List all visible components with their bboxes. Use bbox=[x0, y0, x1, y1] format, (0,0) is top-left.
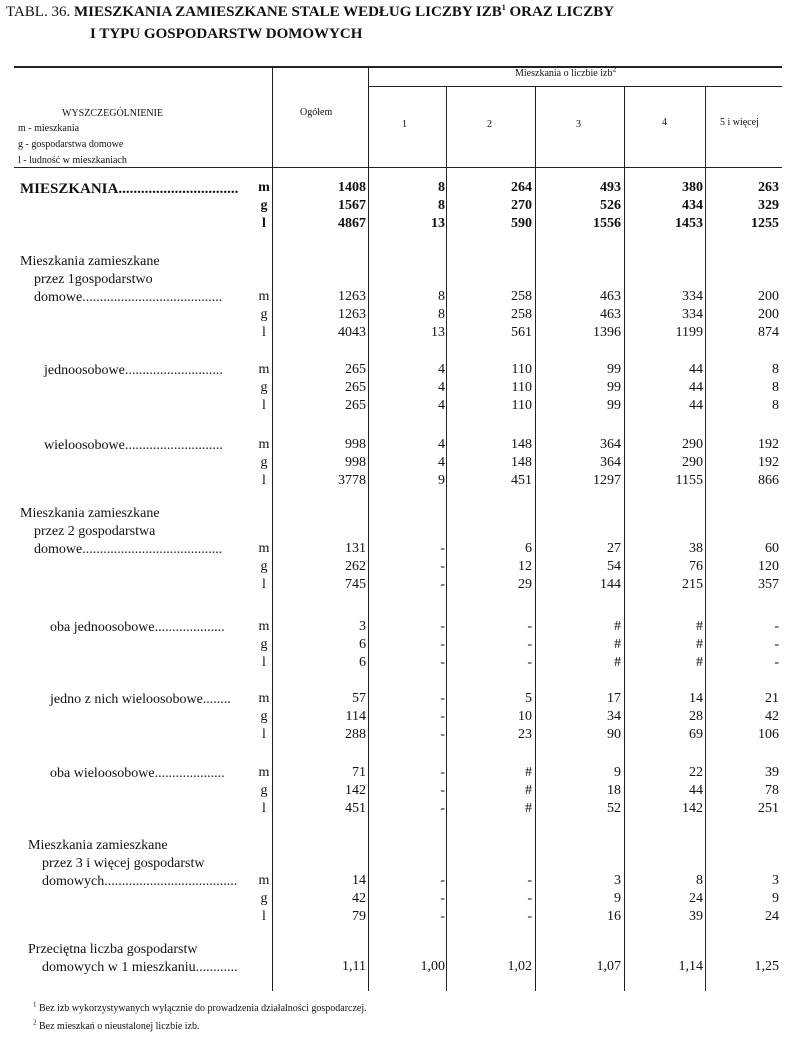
table-cell: 866 bbox=[758, 473, 779, 488]
table-cell: # bbox=[525, 783, 532, 798]
table-cell: 13 bbox=[431, 325, 445, 340]
table-cell: - bbox=[774, 619, 779, 634]
table-cell: 90 bbox=[607, 727, 621, 742]
table-cell: 258 bbox=[511, 307, 532, 322]
table-cell: 262 bbox=[345, 559, 366, 574]
table-cell: - bbox=[774, 637, 779, 652]
table-cell: 22 bbox=[689, 765, 703, 780]
table-cell: 1255 bbox=[751, 216, 779, 231]
row-type-letter: l bbox=[262, 325, 266, 340]
table-cell: 8 bbox=[772, 362, 779, 377]
table-cell: 364 bbox=[600, 437, 621, 452]
table-cell: - bbox=[527, 873, 532, 888]
row-type-letter: g bbox=[260, 455, 268, 470]
table-cell: 998 bbox=[345, 437, 366, 452]
table-cell: 110 bbox=[511, 380, 532, 395]
legend-m: m - mieszkania bbox=[18, 123, 80, 134]
row-type-letter: m bbox=[258, 873, 270, 888]
header-col-5: 5 i więcej bbox=[720, 117, 759, 128]
row-type-letter: m bbox=[258, 541, 270, 556]
table-cell: # bbox=[614, 619, 621, 634]
row-label-1-gosp bbox=[20, 253, 222, 307]
table-cell: 290 bbox=[682, 437, 703, 452]
footnote-2-text: Bez mieszkań o nieustalonej liczbie izb. bbox=[39, 1021, 200, 1032]
title-line-2: I TYPU GOSPODARSTW DOMOWYCH bbox=[90, 26, 363, 42]
legend-g: g - gospodarstwa domowe bbox=[18, 139, 124, 150]
row-type-letter: m bbox=[258, 691, 270, 706]
header-group-footnote-ref: 2 bbox=[612, 64, 617, 74]
table-cell: 270 bbox=[511, 198, 532, 213]
row-type-letter: l bbox=[262, 727, 266, 742]
group-rule bbox=[368, 86, 782, 87]
table-cell: 1396 bbox=[593, 325, 621, 340]
table-cell: 1453 bbox=[675, 216, 703, 231]
table-cell: 39 bbox=[689, 909, 703, 924]
footnote-1-text: Bez izb wykorzystywanych wyłącznie do prowadzenia działalności gospodarczej. bbox=[39, 1003, 367, 1014]
table-cell: 329 bbox=[758, 198, 779, 213]
table-cell: 4867 bbox=[338, 216, 366, 231]
table-cell: 38 bbox=[689, 541, 703, 556]
row-label-line: przez 1gospodarstwo bbox=[20, 272, 153, 287]
header-col-1: 1 bbox=[402, 119, 407, 130]
table-cell: 6 bbox=[359, 655, 366, 670]
table-cell: 364 bbox=[600, 455, 621, 470]
table-cell: 71 bbox=[352, 765, 366, 780]
title-footnote-ref: 1 bbox=[501, 3, 506, 12]
table-cell: 1,02 bbox=[507, 959, 532, 974]
table-cell: # bbox=[525, 801, 532, 816]
table-cell: 451 bbox=[511, 473, 532, 488]
table-cell: 380 bbox=[682, 180, 703, 195]
table-cell: 3 bbox=[614, 873, 621, 888]
table-cell: - bbox=[440, 541, 445, 556]
table-cell: 18 bbox=[607, 783, 621, 798]
table-cell: 12 bbox=[518, 559, 532, 574]
table-cell: # bbox=[696, 637, 703, 652]
table-cell: 1263 bbox=[338, 307, 366, 322]
header-col-2: 2 bbox=[487, 119, 492, 130]
table-cell: 334 bbox=[682, 307, 703, 322]
row-label-oba-wieloosobowe bbox=[50, 765, 225, 783]
table-cell: 290 bbox=[682, 455, 703, 470]
table-cell: 251 bbox=[758, 801, 779, 816]
legend-l: l - ludność w mieszkaniach bbox=[18, 155, 127, 166]
row-type-letter: m bbox=[258, 289, 270, 304]
table-cell: 60 bbox=[765, 541, 779, 556]
table-cell: 3 bbox=[772, 873, 779, 888]
table-cell: 8 bbox=[772, 398, 779, 413]
table-cell: 9 bbox=[438, 473, 445, 488]
col-rule-3 bbox=[624, 86, 625, 991]
table-cell: 27 bbox=[607, 541, 621, 556]
row-type-letter: l bbox=[262, 909, 266, 924]
table-cell: 29 bbox=[518, 577, 532, 592]
table-cell: - bbox=[440, 655, 445, 670]
header-group bbox=[515, 64, 617, 79]
table-cell: 4 bbox=[438, 380, 445, 395]
table-cell: 258 bbox=[511, 289, 532, 304]
table-cell: - bbox=[440, 891, 445, 906]
table-cell: 1567 bbox=[338, 198, 366, 213]
footnote-1 bbox=[33, 1000, 367, 1014]
table-cell: 8 bbox=[438, 289, 445, 304]
table-cell: 357 bbox=[758, 577, 779, 592]
row-label-line: domowe........................................ bbox=[20, 290, 223, 305]
table-cell: - bbox=[440, 691, 445, 706]
table-cell: 1408 bbox=[338, 180, 366, 195]
row-label-line: oba jednoosobowe.................... bbox=[50, 620, 225, 635]
row-type-letter: g bbox=[260, 637, 268, 652]
table-cell: 110 bbox=[511, 398, 532, 413]
table-cell: 200 bbox=[758, 289, 779, 304]
table-cell: 3 bbox=[359, 619, 366, 634]
table-cell: 99 bbox=[607, 380, 621, 395]
table-cell: 1,14 bbox=[678, 959, 703, 974]
col-rule-total bbox=[368, 66, 369, 991]
table-cell: 215 bbox=[682, 577, 703, 592]
row-type-letter: g bbox=[260, 380, 268, 395]
table-cell: 1,00 bbox=[420, 959, 445, 974]
table-cell: 148 bbox=[511, 437, 532, 452]
table-cell: 23 bbox=[518, 727, 532, 742]
table-cell: 451 bbox=[345, 801, 366, 816]
table-cell: 998 bbox=[345, 455, 366, 470]
table-cell: - bbox=[440, 709, 445, 724]
table-cell: - bbox=[440, 765, 445, 780]
table-cell: 24 bbox=[689, 891, 703, 906]
table-cell: 4 bbox=[438, 437, 445, 452]
table-cell: 1,11 bbox=[342, 959, 366, 974]
row-label-przecietna bbox=[28, 941, 238, 977]
table-cell: 1,25 bbox=[754, 959, 779, 974]
table-cell: 54 bbox=[607, 559, 621, 574]
table-cell: 4043 bbox=[338, 325, 366, 340]
table-cell: 874 bbox=[758, 325, 779, 340]
table-cell: 493 bbox=[600, 180, 621, 195]
table-cell: - bbox=[774, 655, 779, 670]
table-cell: 265 bbox=[345, 362, 366, 377]
table-cell: 192 bbox=[758, 437, 779, 452]
table-cell: 1199 bbox=[675, 325, 703, 340]
table-cell: 114 bbox=[345, 709, 366, 724]
row-type-letter: m bbox=[258, 180, 270, 195]
table-cell: 79 bbox=[352, 909, 366, 924]
table-cell: 57 bbox=[352, 691, 366, 706]
table-cell: - bbox=[440, 559, 445, 574]
table-cell: 9 bbox=[614, 765, 621, 780]
row-label-line: przez 3 i więcej gospodarstw bbox=[28, 856, 205, 871]
table-cell: 264 bbox=[511, 180, 532, 195]
table-cell: 1,07 bbox=[596, 959, 621, 974]
table-cell: 142 bbox=[682, 801, 703, 816]
row-type-letter: m bbox=[258, 362, 270, 377]
table-cell: 69 bbox=[689, 727, 703, 742]
table-cell: 4 bbox=[438, 455, 445, 470]
table-cell: 44 bbox=[689, 398, 703, 413]
table-cell: 4 bbox=[438, 398, 445, 413]
table-cell: - bbox=[440, 619, 445, 634]
table-cell: - bbox=[440, 801, 445, 816]
table-cell: 192 bbox=[758, 455, 779, 470]
table-cell: 42 bbox=[765, 709, 779, 724]
row-label-line: jednoosobowe............................ bbox=[44, 363, 223, 378]
row-type-letter: m bbox=[258, 765, 270, 780]
row-type-letter: l bbox=[262, 216, 266, 231]
table-cell: 463 bbox=[600, 307, 621, 322]
row-type-letter: g bbox=[260, 559, 268, 574]
table-cell: - bbox=[440, 783, 445, 798]
row-label-line: przez 2 gospodarstwa bbox=[20, 524, 156, 539]
table-cell: 28 bbox=[689, 709, 703, 724]
table-cell: 44 bbox=[689, 362, 703, 377]
row-type-letter: g bbox=[260, 198, 268, 213]
table-cell: 1263 bbox=[338, 289, 366, 304]
header-bottom-rule bbox=[14, 167, 782, 168]
table-cell: 463 bbox=[600, 289, 621, 304]
row-label-line: Mieszkania zamieszkane bbox=[20, 254, 160, 269]
table-cell: 39 bbox=[765, 765, 779, 780]
table-cell: 148 bbox=[511, 455, 532, 470]
row-label-line: oba wieloosobowe.................... bbox=[50, 766, 225, 781]
table-cell: - bbox=[527, 619, 532, 634]
table-cell: - bbox=[440, 637, 445, 652]
table-cell: 263 bbox=[758, 180, 779, 195]
table-cell: 434 bbox=[682, 198, 703, 213]
table-cell: 144 bbox=[600, 577, 621, 592]
header-group-label: Mieszkania o liczbie izb bbox=[515, 68, 613, 79]
table-cell: 200 bbox=[758, 307, 779, 322]
row-type-letter: g bbox=[260, 891, 268, 906]
table-cell: 265 bbox=[345, 398, 366, 413]
table-cell: 334 bbox=[682, 289, 703, 304]
row-label-wieloosobowe bbox=[44, 437, 223, 455]
table-cell: 526 bbox=[600, 198, 621, 213]
row-label-mieszkania bbox=[20, 180, 238, 198]
footnote-2 bbox=[33, 1018, 200, 1032]
row-type-letter: m bbox=[258, 619, 270, 634]
table-cell: 16 bbox=[607, 909, 621, 924]
table-cell: 8 bbox=[438, 307, 445, 322]
table-cell: 42 bbox=[352, 891, 366, 906]
table-cell: 5 bbox=[525, 691, 532, 706]
table-cell: 110 bbox=[511, 362, 532, 377]
row-type-letter: m bbox=[258, 437, 270, 452]
table-cell: 120 bbox=[758, 559, 779, 574]
row-type-letter: g bbox=[260, 307, 268, 322]
table-cell: - bbox=[440, 873, 445, 888]
table-cell: # bbox=[696, 655, 703, 670]
footnote-1-mark: 1 bbox=[33, 1000, 37, 1009]
table-cell: # bbox=[614, 637, 621, 652]
table-cell: 590 bbox=[511, 216, 532, 231]
table-cell: 142 bbox=[345, 783, 366, 798]
table-cell: 8 bbox=[438, 198, 445, 213]
table-cell: 1297 bbox=[593, 473, 621, 488]
col-rule-1 bbox=[446, 86, 447, 991]
table-cell: - bbox=[527, 655, 532, 670]
table-cell: - bbox=[440, 577, 445, 592]
row-label-line: Mieszkania zamieszkane bbox=[28, 838, 168, 853]
table-cell: # bbox=[525, 765, 532, 780]
table-cell: 44 bbox=[689, 380, 703, 395]
header-total: Ogółem bbox=[300, 107, 333, 118]
row-label-2-gosp bbox=[20, 505, 222, 559]
table-cell: - bbox=[527, 909, 532, 924]
table-cell: 8 bbox=[696, 873, 703, 888]
table-cell: 265 bbox=[345, 380, 366, 395]
row-type-letter: l bbox=[262, 398, 266, 413]
table-cell: 8 bbox=[772, 380, 779, 395]
row-label-jedno-wieloosobowe bbox=[50, 691, 231, 709]
table-cell: - bbox=[440, 909, 445, 924]
table-cell: 14 bbox=[689, 691, 703, 706]
row-label-line: Mieszkania zamieszkane bbox=[20, 506, 160, 521]
row-type-letter: g bbox=[260, 709, 268, 724]
table-cell: 10 bbox=[518, 709, 532, 724]
table-cell: - bbox=[527, 637, 532, 652]
table-cell: 1556 bbox=[593, 216, 621, 231]
table-number: TABL. 36. bbox=[6, 4, 71, 20]
col-rule-4 bbox=[705, 86, 706, 991]
header-desc-title: WYSZCZEGÓLNIENIE bbox=[62, 108, 164, 119]
header-legend bbox=[18, 121, 127, 169]
table-title bbox=[6, 4, 614, 21]
table-cell: - bbox=[440, 727, 445, 742]
row-label-line: domowych w 1 mieszkaniu............ bbox=[28, 960, 238, 975]
table-cell: 1155 bbox=[675, 473, 703, 488]
table-cell: 3778 bbox=[338, 473, 366, 488]
row-label-line: MIESZKANIA................................ bbox=[20, 181, 239, 197]
table-cell: - bbox=[527, 891, 532, 906]
table-cell: 99 bbox=[607, 398, 621, 413]
header-top-rule bbox=[14, 66, 782, 68]
row-label-line: wieloosobowe............................ bbox=[44, 438, 223, 453]
table-cell: 99 bbox=[607, 362, 621, 377]
table-cell: # bbox=[696, 619, 703, 634]
header-col-4: 4 bbox=[662, 117, 667, 128]
table-cell: 288 bbox=[345, 727, 366, 742]
table-cell: 4 bbox=[438, 362, 445, 377]
table-cell: 131 bbox=[345, 541, 366, 556]
footnote-2-mark: 2 bbox=[33, 1018, 37, 1027]
table-cell: 21 bbox=[765, 691, 779, 706]
table-cell: 17 bbox=[607, 691, 621, 706]
header-col-3: 3 bbox=[576, 119, 581, 130]
row-type-letter: l bbox=[262, 473, 266, 488]
row-label-line: jedno z nich wieloosobowe........ bbox=[50, 692, 231, 707]
table-cell: 24 bbox=[765, 909, 779, 924]
table-cell: 6 bbox=[359, 637, 366, 652]
title-line-1: MIESZKANIA ZAMIESZKANE STALE WEDŁUG LICZBY IZB bbox=[73, 4, 502, 20]
row-label-line: domowych...................................... bbox=[28, 874, 238, 889]
row-label-jednoosobowe bbox=[44, 362, 223, 380]
table-cell: 8 bbox=[438, 180, 445, 195]
table-cell: 44 bbox=[689, 783, 703, 798]
title-line-1-end: ORAZ LICZBY bbox=[505, 4, 615, 20]
table-cell: 561 bbox=[511, 325, 532, 340]
table-cell: 14 bbox=[352, 873, 366, 888]
table-cell: 9 bbox=[614, 891, 621, 906]
row-type-letter: l bbox=[262, 577, 266, 592]
row-label-line: domowe........................................ bbox=[20, 542, 223, 557]
col-rule-desc bbox=[272, 66, 273, 991]
table-cell: 52 bbox=[607, 801, 621, 816]
row-type-letter: l bbox=[262, 655, 266, 670]
row-label-3-gosp bbox=[28, 837, 237, 891]
table-cell: 9 bbox=[772, 891, 779, 906]
col-rule-2 bbox=[535, 86, 536, 991]
table-cell: 78 bbox=[765, 783, 779, 798]
row-label-oba-jednoosobowe bbox=[50, 619, 225, 637]
table-cell: 34 bbox=[607, 709, 621, 724]
table-cell: 76 bbox=[689, 559, 703, 574]
row-type-letter: l bbox=[262, 801, 266, 816]
table-cell: 106 bbox=[758, 727, 779, 742]
table-cell: 745 bbox=[345, 577, 366, 592]
row-label-line: Przeciętna liczba gospodarstw bbox=[28, 942, 198, 957]
table-cell: # bbox=[614, 655, 621, 670]
table-cell: 6 bbox=[525, 541, 532, 556]
row-type-letter: g bbox=[260, 783, 268, 798]
table-cell: 13 bbox=[431, 216, 445, 231]
